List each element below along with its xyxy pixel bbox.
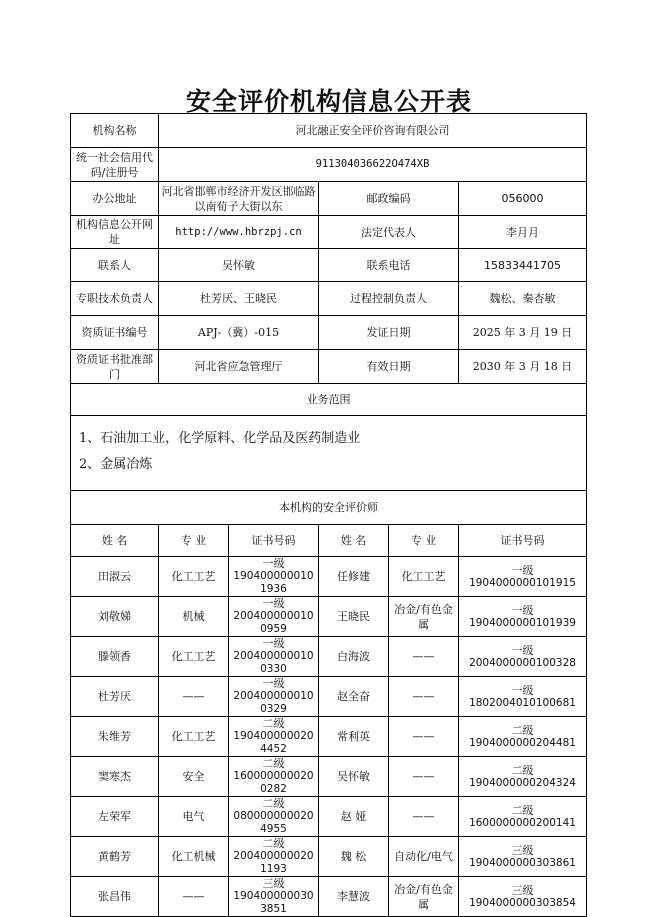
evaluator-cert (459, 877, 587, 917)
cert-number: 1904000000101915 (469, 576, 576, 589)
cert-level: 一级 (511, 563, 534, 577)
evaluator-cert (229, 837, 319, 877)
tech-lead-label: 专职技术负责人 (71, 282, 159, 316)
evaluator-major: 自动化/电气 (389, 837, 459, 877)
evaluator-cert (459, 557, 587, 597)
cert-no-label: 资质证书编号 (71, 316, 159, 350)
evaluator-cert (229, 757, 319, 797)
valid-date-label: 有效日期 (319, 350, 459, 384)
cert-number: 2004000000100330 (233, 650, 314, 675)
evaluator-name: 魏 松 (319, 837, 389, 877)
cert-level: 二级 (511, 763, 534, 777)
col-cert-header: 证书号码 (459, 525, 587, 557)
cert-level: 三级 (511, 883, 534, 897)
evaluator-name: 李慧波 (319, 877, 389, 917)
evaluator-major: 机械 (159, 597, 229, 637)
approver-value: 河北省应急管理厅 (159, 350, 319, 384)
evaluator-cert (459, 837, 587, 877)
evaluator-cert (459, 797, 587, 837)
evaluator-cert (459, 637, 587, 677)
evaluator-name: 杜芳厌 (71, 677, 159, 717)
cert-number: 1904000000303851 (233, 890, 314, 915)
col-major-header: 专 业 (389, 525, 459, 557)
evaluator-major: 化工工艺 (389, 557, 459, 597)
scope-content (71, 416, 587, 491)
evaluator-major: 安全 (159, 757, 229, 797)
issue-date-label: 发证日期 (319, 316, 459, 350)
cert-number: 1904000000101939 (469, 616, 576, 629)
phone-label: 联系电话 (319, 249, 459, 282)
cert-level: 二级 (262, 757, 285, 770)
cert-number: 2004000000100959 (233, 610, 314, 635)
evaluator-name: 常利英 (319, 717, 389, 757)
cert-number: 1904000000204481 (469, 736, 576, 749)
cert-number: 1802004010100681 (469, 696, 576, 709)
issue-date-value: 2025 年 3 月 19 日 (459, 316, 587, 350)
evaluator-name: 白海波 (319, 637, 389, 677)
evaluator-name: 刘敬娣 (71, 597, 159, 637)
org-name-label: 机构名称 (71, 114, 159, 148)
evaluator-name: 吴怀敏 (319, 757, 389, 797)
col-name-header: 姓 名 (71, 525, 159, 557)
process-lead-label: 过程控制负责人 (319, 282, 459, 316)
evaluator-major: —— (389, 677, 459, 717)
org-name-value: 河北融正安全评价咨询有限公司 (159, 114, 587, 148)
tech-lead-value: 杜芳厌、王晓民 (159, 282, 319, 316)
evaluator-cert (229, 557, 319, 597)
cert-number: 1904000000204452 (233, 730, 314, 755)
evaluator-cert (229, 637, 319, 677)
cert-level: 一级 (262, 557, 285, 570)
col-name-header: 姓 名 (319, 525, 389, 557)
postcode-value: 056000 (459, 182, 587, 216)
table-row (71, 837, 587, 877)
cert-level: 一级 (262, 677, 285, 690)
approver-label: 资质证书批准部门 (71, 350, 159, 384)
table-row (71, 717, 587, 757)
contact-label: 联系人 (71, 249, 159, 282)
cert-level: 三级 (262, 877, 285, 890)
evaluator-major: —— (159, 677, 229, 717)
evaluator-name: 赵全奋 (319, 677, 389, 717)
cert-level: 一级 (511, 603, 534, 617)
cert-number: 0800000000204955 (233, 810, 314, 835)
evaluator-major: —— (389, 757, 459, 797)
table-row (71, 557, 587, 597)
website-value: http://www.hbrzpj.cn (159, 216, 319, 249)
evaluator-name: 张昌伟 (71, 877, 159, 917)
evaluator-major: 化工工艺 (159, 557, 229, 597)
evaluator-name: 滕领香 (71, 637, 159, 677)
phone-value: 15833441705 (459, 249, 587, 282)
cert-no-value: APJ-（冀）-015 (159, 316, 319, 350)
cert-number: 1600000000200141 (469, 816, 576, 829)
evaluator-cert (459, 597, 587, 637)
evaluator-major: 电气 (159, 797, 229, 837)
cert-number: 2004000000100329 (233, 690, 314, 715)
scope-item: 1、石油加工业，化学原料、化学品及医药制造业 (79, 431, 361, 446)
cert-number: 1904000000303854 (469, 896, 576, 909)
evaluator-cert (229, 717, 319, 757)
cert-level: 二级 (511, 803, 534, 817)
evaluator-name: 任修建 (319, 557, 389, 597)
legal-rep-label: 法定代表人 (319, 216, 459, 249)
cert-level: 一级 (262, 637, 285, 650)
evaluator-major: —— (389, 797, 459, 837)
scope-item: 2、金属冶炼 (79, 457, 153, 472)
evaluator-major: —— (389, 637, 459, 677)
evaluator-major: —— (159, 877, 229, 917)
website-label: 机构信息公开网址 (71, 216, 159, 249)
contact-value: 吴怀敏 (159, 249, 319, 282)
cert-level: 一级 (511, 683, 534, 697)
evaluator-cert (229, 797, 319, 837)
evaluator-name: 左荣军 (71, 797, 159, 837)
table-row (71, 637, 587, 677)
evaluator-major: —— (389, 717, 459, 757)
scope-header: 业务范围 (71, 384, 587, 416)
address-value: 河北省邯郸市经济开发区邯临路以南荀子大街以东 (159, 182, 319, 216)
evaluator-cert (459, 677, 587, 717)
col-cert-header: 证书号码 (229, 525, 319, 557)
cert-number: 1904000000303861 (469, 856, 576, 869)
process-lead-value: 魏松、秦杏敏 (459, 282, 587, 316)
table-row (71, 877, 587, 917)
evaluator-major: 化工机械 (159, 837, 229, 877)
credit-code-label: 统一社会信用代码/注册号 (71, 148, 159, 182)
evaluators-header: 本机构的安全评价师 (71, 491, 587, 525)
cert-level: 二级 (262, 797, 285, 810)
cert-level: 二级 (511, 723, 534, 737)
cert-level: 三级 (511, 843, 534, 857)
evaluator-name: 田淑云 (71, 557, 159, 597)
evaluator-cert (229, 677, 319, 717)
evaluator-name: 朱维芳 (71, 717, 159, 757)
evaluator-major: 化工工艺 (159, 637, 229, 677)
evaluator-major: 冶金/有色金属 (389, 877, 459, 917)
table-row (71, 597, 587, 637)
page-title: 安全评价机构信息公开表 (185, 87, 472, 116)
evaluator-name: 赵 娅 (319, 797, 389, 837)
evaluator-cert (229, 597, 319, 637)
cert-number: 1904000000101936 (233, 570, 314, 595)
cert-level: 一级 (511, 643, 534, 657)
evaluator-major: 化工工艺 (159, 717, 229, 757)
cert-level: 二级 (262, 837, 285, 850)
evaluator-cert (459, 717, 587, 757)
info-table (70, 113, 587, 917)
col-major-header: 专 业 (159, 525, 229, 557)
postcode-label: 邮政编码 (319, 182, 459, 216)
table-row (71, 757, 587, 797)
evaluator-cert (459, 757, 587, 797)
evaluator-name: 王晓民 (319, 597, 389, 637)
valid-date-value: 2030 年 3 月 18 日 (459, 350, 587, 384)
cert-number: 2004000000201193 (233, 850, 314, 875)
evaluator-name: 黄鹤芳 (71, 837, 159, 877)
evaluator-cert (229, 877, 319, 917)
cert-number: 1600000000200282 (233, 770, 314, 795)
legal-rep-value: 李月月 (459, 216, 587, 249)
cert-level: 一级 (262, 597, 285, 610)
address-label: 办公地址 (71, 182, 159, 216)
cert-number: 1904000000204324 (469, 776, 576, 789)
evaluator-rows (71, 557, 587, 917)
evaluator-major: 冶金/有色金属 (389, 597, 459, 637)
table-row (71, 797, 587, 837)
cert-number: 2004000000100328 (469, 656, 576, 669)
cert-level: 二级 (262, 717, 285, 730)
evaluator-name: 窦寒杰 (71, 757, 159, 797)
credit-code-value: 911304036622O474XB (159, 148, 587, 182)
table-row (71, 677, 587, 717)
